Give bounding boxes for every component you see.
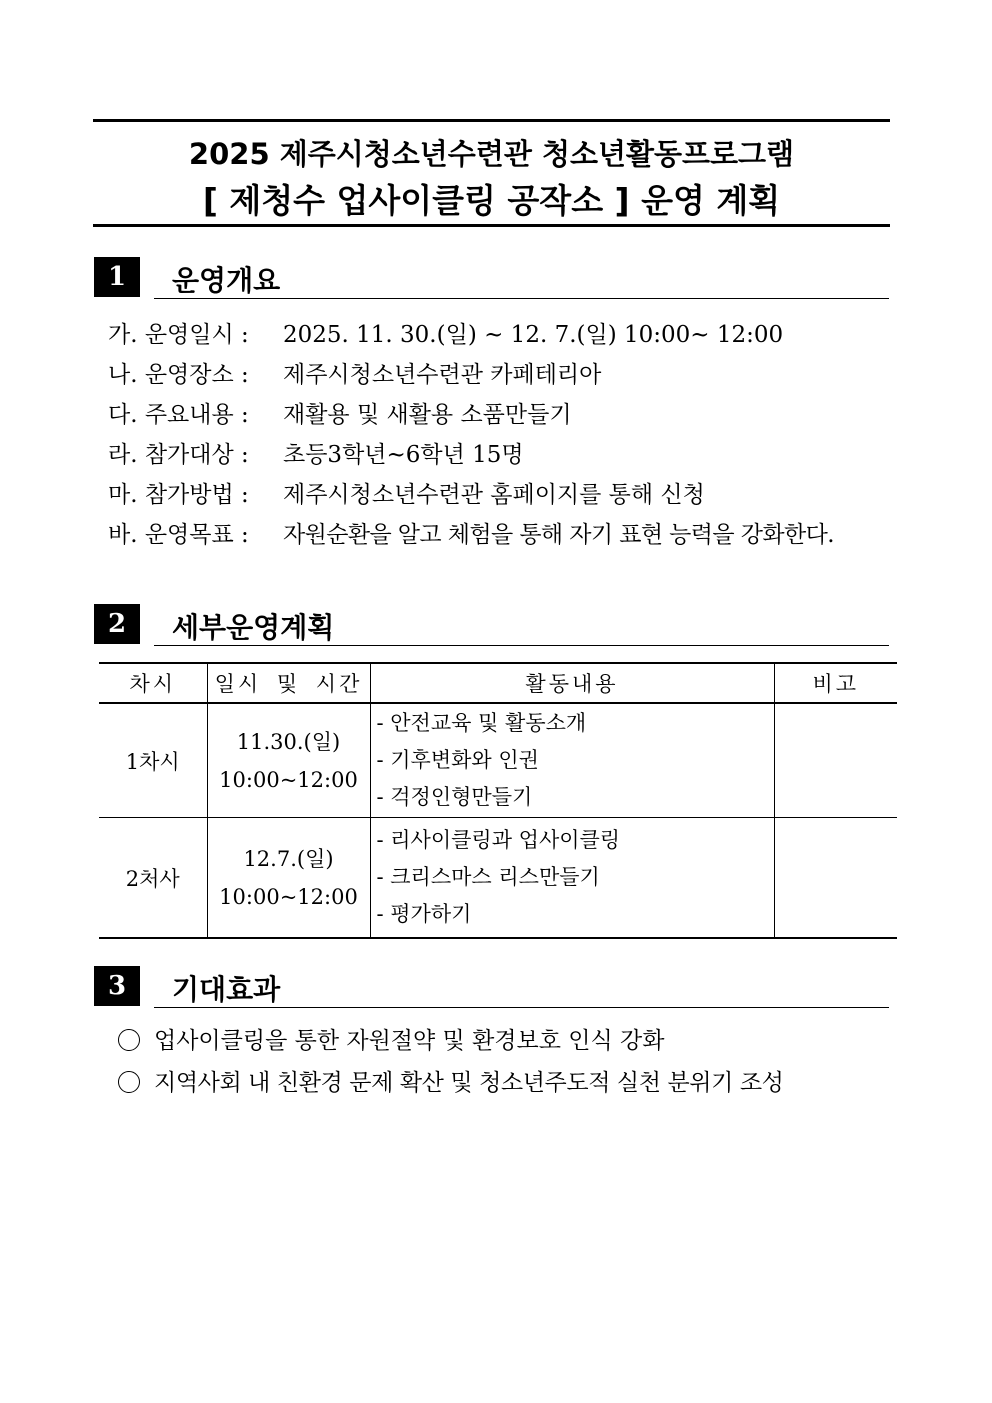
table-header-row bbox=[99, 663, 897, 703]
activities-cell bbox=[370, 818, 774, 939]
section-title: 기대효과 bbox=[172, 973, 281, 1006]
overview-list bbox=[108, 315, 898, 555]
section-rule bbox=[154, 1007, 889, 1008]
session-time: 10:00~12:00 bbox=[219, 884, 358, 909]
overview-value: 2025. 11. 30.(일) ~ 12. 7.(일) 10:00~ 12:00 bbox=[283, 322, 784, 348]
overview-item bbox=[108, 515, 898, 555]
overview-value: 제주시청소년수련관 카페테리아 bbox=[283, 362, 602, 388]
overview-value: 초등3학년~6학년 15명 bbox=[283, 442, 524, 468]
title-line-2: [ 제청수 업사이클링 공작소 ] 운영 계획 bbox=[202, 181, 781, 220]
session-cell: 1차시 bbox=[99, 703, 207, 818]
table-row bbox=[99, 818, 897, 939]
section-3-heading bbox=[94, 966, 889, 1010]
circle-bullet-icon bbox=[118, 1029, 140, 1051]
overview-label: 가. 운영일시 : bbox=[108, 322, 249, 348]
overview-label: 바. 운영목표 : bbox=[108, 522, 249, 548]
activity-item: - 안전교육 및 활동소개 bbox=[376, 711, 587, 735]
section-rule bbox=[154, 645, 889, 646]
overview-item bbox=[108, 395, 898, 435]
table-row bbox=[99, 703, 897, 818]
effect-item bbox=[118, 1020, 898, 1062]
circle-bullet-icon bbox=[118, 1071, 140, 1093]
datetime-cell bbox=[207, 703, 370, 818]
effect-text: 지역사회 내 친환경 문제 확산 및 청소년주도적 실천 분위기 조성 bbox=[154, 1070, 784, 1096]
section-number: 3 bbox=[94, 966, 140, 1006]
overview-item bbox=[108, 435, 898, 475]
activity-item: - 걱정인형만들기 bbox=[376, 785, 533, 809]
activity-item: - 평가하기 bbox=[376, 902, 472, 926]
section-number: 2 bbox=[94, 604, 140, 644]
activity-item: - 크리스마스 리스만들기 bbox=[376, 865, 600, 889]
section-1-heading bbox=[94, 257, 889, 301]
overview-value: 자원순환을 알고 체험을 통해 자기 표현 능력을 강화한다. bbox=[283, 522, 834, 548]
document-title bbox=[93, 119, 890, 227]
section-rule bbox=[154, 298, 889, 299]
overview-label: 마. 참가방법 : bbox=[108, 482, 249, 508]
overview-label: 나. 운영장소 : bbox=[108, 362, 249, 388]
note-cell bbox=[774, 818, 897, 939]
session-date: 11.30.(일) bbox=[236, 729, 341, 754]
overview-value: 제주시청소년수련관 홈페이지를 통해 신청 bbox=[283, 482, 705, 508]
overview-value: 재활용 및 새활용 소품만들기 bbox=[283, 402, 572, 428]
note-cell bbox=[774, 703, 897, 818]
section-number: 1 bbox=[94, 257, 140, 297]
datetime-cell bbox=[207, 818, 370, 939]
activity-item: - 기후변화와 인권 bbox=[376, 748, 539, 772]
header-datetime: 일시 및 시간 bbox=[207, 663, 370, 703]
session-date: 12.7.(일) bbox=[243, 846, 334, 871]
overview-item bbox=[108, 475, 898, 515]
overview-item bbox=[108, 315, 898, 355]
header-session: 차시 bbox=[99, 663, 207, 703]
section-title: 세부운영계획 bbox=[172, 611, 335, 644]
effect-item bbox=[118, 1062, 898, 1104]
section-title: 운영개요 bbox=[172, 264, 281, 297]
effect-text: 업사이클링을 통한 자원절약 및 환경보호 인식 강화 bbox=[154, 1028, 665, 1054]
activities-cell bbox=[370, 703, 774, 818]
title-line-1: 2025 제주시청소년수련관 청소년활동프로그램 bbox=[188, 137, 795, 171]
overview-item bbox=[108, 355, 898, 395]
session-cell: 2처사 bbox=[99, 818, 207, 939]
overview-label: 다. 주요내용 : bbox=[108, 402, 249, 428]
effects-list bbox=[118, 1020, 898, 1104]
section-2-heading bbox=[94, 604, 889, 648]
header-note: 비고 bbox=[774, 663, 897, 703]
schedule-table bbox=[99, 662, 897, 939]
session-time: 10:00~12:00 bbox=[219, 767, 358, 792]
overview-label: 라. 참가대상 : bbox=[108, 442, 249, 468]
header-activities: 활동내용 bbox=[370, 663, 774, 703]
activity-item: - 리사이클링과 업사이클링 bbox=[376, 828, 621, 852]
